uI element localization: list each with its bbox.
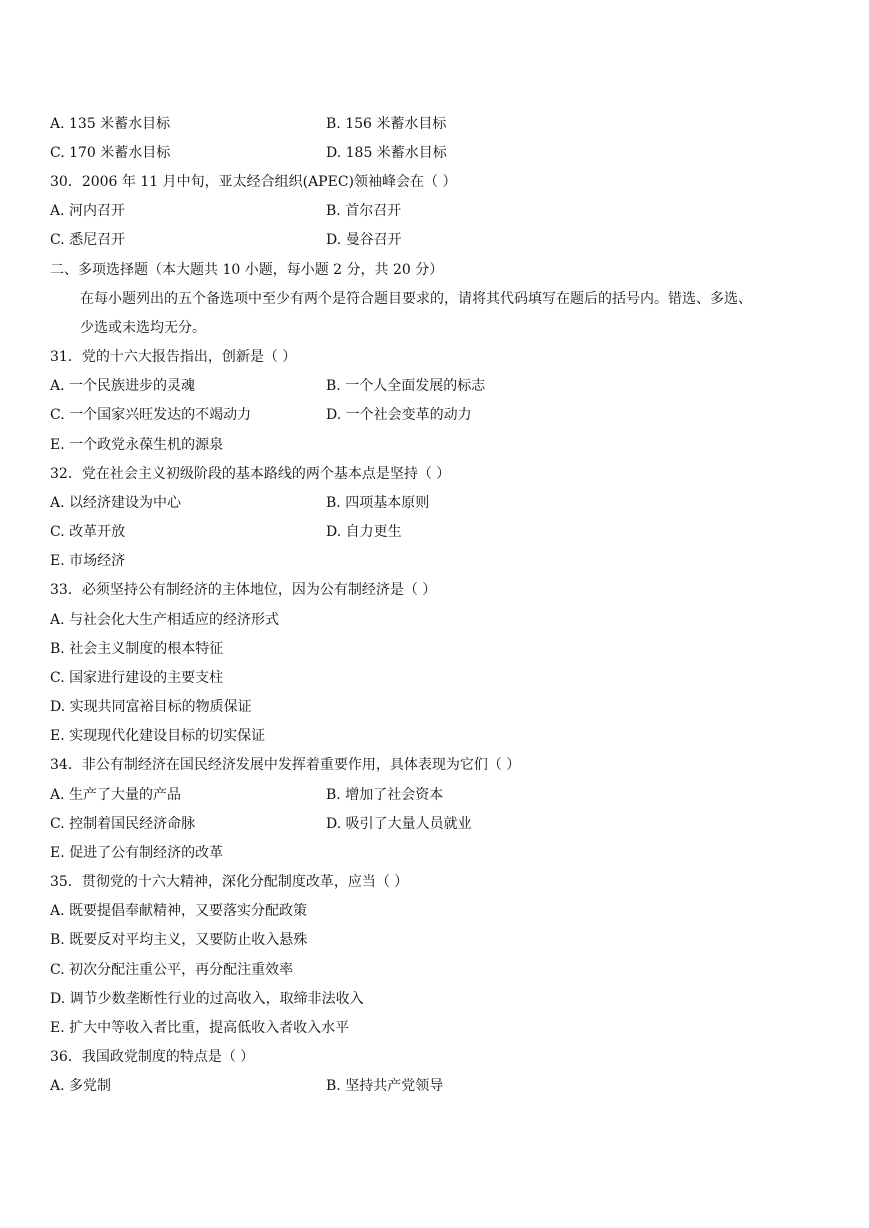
option-a: A. 生产了大量的产品: [50, 787, 182, 803]
section-instruction: 少选或未选均无分。: [80, 320, 206, 336]
question-36-stem: 36．我国政党制度的特点是（ ）: [50, 1049, 255, 1065]
option-e: E. 促进了公有制经济的改革: [50, 845, 224, 861]
option-c: C. 初次分配注重公平，再分配注重效率: [50, 962, 294, 978]
option-b: B. 增加了社会资本: [326, 787, 444, 803]
section-instruction: 在每小题列出的五个备选项中至少有两个是符合题目要求的，请将其代码填写在题后的括号内。错选、多选、: [80, 291, 752, 307]
option-row: [50, 229, 402, 251]
option-d: D. 自力更生: [326, 524, 402, 540]
option-a: A. 一个民族进步的灵魂: [50, 378, 196, 394]
option-row: [50, 813, 472, 835]
option-row: [50, 521, 402, 543]
option-d: D. 一个社会变革的动力: [326, 407, 472, 423]
option-e: E. 一个政党永葆生机的源泉: [50, 437, 224, 453]
option-b: B. 156 米蓄水目标: [326, 116, 447, 132]
question-30-stem: 30．2006 年 11 月中旬，亚太经合组织(APEC)领袖峰会在（ ）: [50, 174, 457, 190]
option-b: B. 一个人全面发展的标志: [326, 378, 486, 394]
option-d: D. 实现共同富裕目标的物质保证: [50, 699, 252, 715]
option-row: [50, 492, 430, 514]
option-c: C. 悉尼召开: [50, 232, 126, 248]
question-33-stem: 33．必须坚持公有制经济的主体地位，因为公有制经济是（ ）: [50, 582, 437, 598]
question-35-stem: 35．贯彻党的十六大精神，深化分配制度改革，应当（ ）: [50, 874, 409, 890]
option-row: [50, 404, 472, 426]
option-b: B. 既要反对平均主义，又要防止收入悬殊: [50, 932, 308, 948]
question-31-stem: 31．党的十六大报告指出，创新是（ ）: [50, 349, 297, 365]
option-b: B. 首尔召开: [326, 203, 402, 219]
option-a: A. 135 米蓄水目标: [50, 116, 171, 132]
option-row: [50, 113, 447, 135]
option-a: A. 多党制: [50, 1078, 112, 1094]
option-d: D. 曼谷召开: [326, 232, 402, 248]
option-d: D. 调节少数垄断性行业的过高收入，取缔非法收入: [50, 991, 364, 1007]
option-e: E. 市场经济: [50, 553, 126, 569]
option-row: [50, 142, 447, 164]
option-c: C. 改革开放: [50, 524, 126, 540]
option-d: D. 185 米蓄水目标: [326, 145, 447, 161]
option-b: B. 坚持共产党领导: [326, 1078, 444, 1094]
question-32-stem: 32．党在社会主义初级阶段的基本路线的两个基本点是坚持（ ）: [50, 466, 451, 482]
option-row: [50, 200, 402, 222]
option-c: C. 国家进行建设的主要支柱: [50, 670, 224, 686]
option-a: A. 与社会化大生产相适应的经济形式: [50, 612, 280, 628]
option-d: D. 吸引了大量人员就业: [326, 816, 472, 832]
section-heading: 二、多项选择题（本大题共 10 小题，每小题 2 分，共 20 分）: [50, 262, 444, 278]
option-a: A. 河内召开: [50, 203, 126, 219]
option-row: [50, 1075, 444, 1097]
option-a: A. 既要提倡奉献精神，又要落实分配政策: [50, 903, 308, 919]
option-row: [50, 784, 444, 806]
option-c: C. 170 米蓄水目标: [50, 145, 171, 161]
option-b: B. 社会主义制度的根本特征: [50, 641, 224, 657]
option-b: B. 四项基本原则: [326, 495, 430, 511]
question-34-stem: 34．非公有制经济在国民经济发展中发挥着重要作用，具体表现为它们（ ）: [50, 757, 521, 773]
option-e: E. 实现现代化建设目标的切实保证: [50, 728, 266, 744]
option-e: E. 扩大中等收入者比重，提高低收入者收入水平: [50, 1020, 350, 1036]
option-row: [50, 375, 486, 397]
option-a: A. 以经济建设为中心: [50, 495, 182, 511]
option-c: C. 控制着国民经济命脉: [50, 816, 196, 832]
option-c: C. 一个国家兴旺发达的不竭动力: [50, 407, 252, 423]
